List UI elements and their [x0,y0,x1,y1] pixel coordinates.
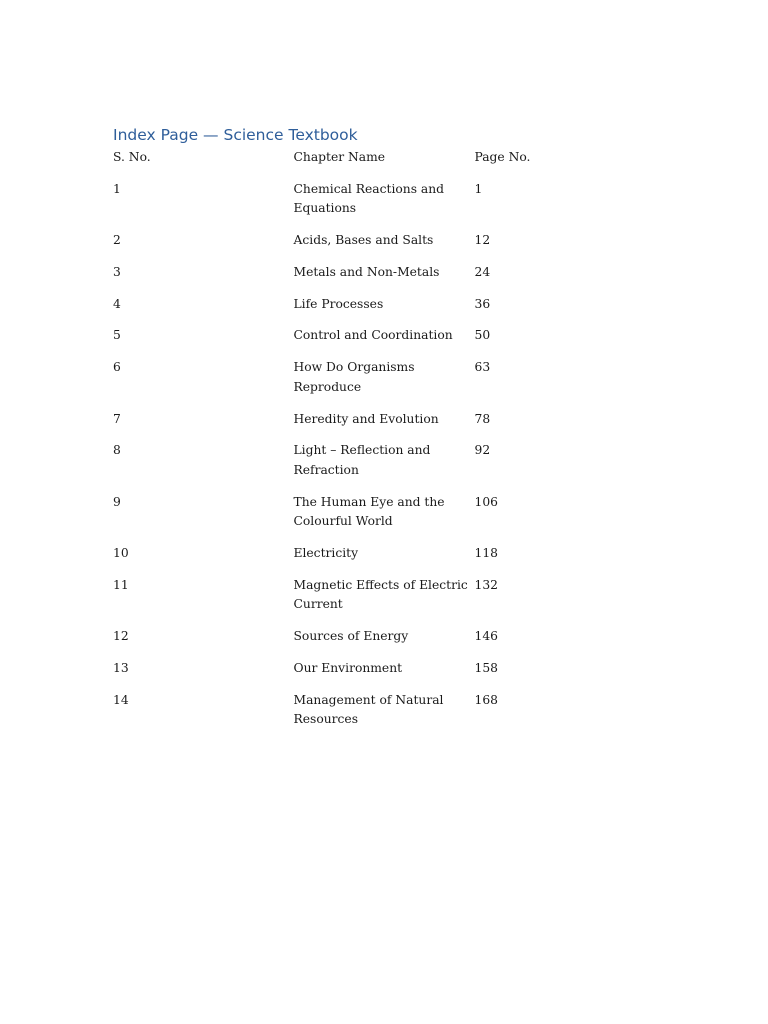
row-sno: 2 [113,233,121,248]
header-page-no: Page No. [474,150,531,164]
row-sno: 3 [113,264,121,279]
table-row [113,295,543,315]
row-sno: 9 [113,494,121,509]
row-sno: 8 [113,443,121,458]
row-page-no: 12 [474,233,491,248]
table-header-row [113,148,543,168]
row-page-no: 36 [474,296,491,311]
row-page-no: 50 [474,328,491,343]
row-page-no: 158 [474,660,498,675]
table-row [113,627,543,647]
row-chapter-name: Metals and Non-Metals [293,264,440,279]
table-row [113,576,543,615]
header-sno: S. No. [113,150,151,164]
row-chapter-name: Light – Reflection and Refraction [293,443,431,477]
row-page-no: 1 [474,181,483,196]
row-sno: 4 [113,296,121,311]
row-sno: 10 [113,545,129,560]
table-row [113,691,543,730]
header-chapter-name: Chapter Name [293,150,386,164]
table-row [113,231,543,251]
row-sno: 13 [113,660,129,675]
row-sno: 5 [113,328,121,343]
row-page-no: 118 [474,545,498,560]
row-chapter-name: Sources of Energy [293,629,409,644]
table-row [113,326,543,346]
row-chapter-name: Our Environment [293,660,403,675]
row-page-no: 168 [474,692,498,707]
row-page-no: 92 [474,443,491,458]
row-chapter-name: Electricity [293,545,359,560]
row-sno: 11 [113,577,129,592]
row-page-no: 63 [474,360,491,375]
table-row [113,410,543,430]
row-chapter-name: Heredity and Evolution [293,411,439,426]
row-sno: 7 [113,411,121,426]
row-chapter-name: Management of Natural Resources [293,692,444,727]
row-chapter-name: Life Processes [293,296,384,311]
row-page-no: 106 [474,494,498,509]
page-title: Index Page — Science Textbook [113,126,358,144]
row-sno: 14 [113,692,129,707]
row-sno: 1 [113,181,121,196]
row-page-no: 78 [474,411,491,426]
row-sno: 12 [113,629,129,644]
row-chapter-name: Chemical Reactions and Equations [293,181,445,216]
index-table [113,148,543,742]
table-row [113,441,543,480]
table-row [113,358,543,397]
row-page-no: 132 [474,577,498,592]
row-chapter-name: The Human Eye and the Colourful World [293,494,445,529]
table-row [113,659,543,679]
row-chapter-name: Control and Coordination [293,328,453,343]
table-row [113,493,543,532]
row-chapter-name: How Do Organisms Reproduce [293,360,415,394]
row-page-no: 146 [474,629,498,644]
table-row [113,180,543,219]
row-chapter-name: Magnetic Effects of Electric Current [293,577,468,612]
table-row [113,544,543,564]
table-row [113,263,543,283]
row-sno: 6 [113,360,121,375]
row-page-no: 24 [474,264,491,279]
row-chapter-name: Acids, Bases and Salts [293,233,434,248]
